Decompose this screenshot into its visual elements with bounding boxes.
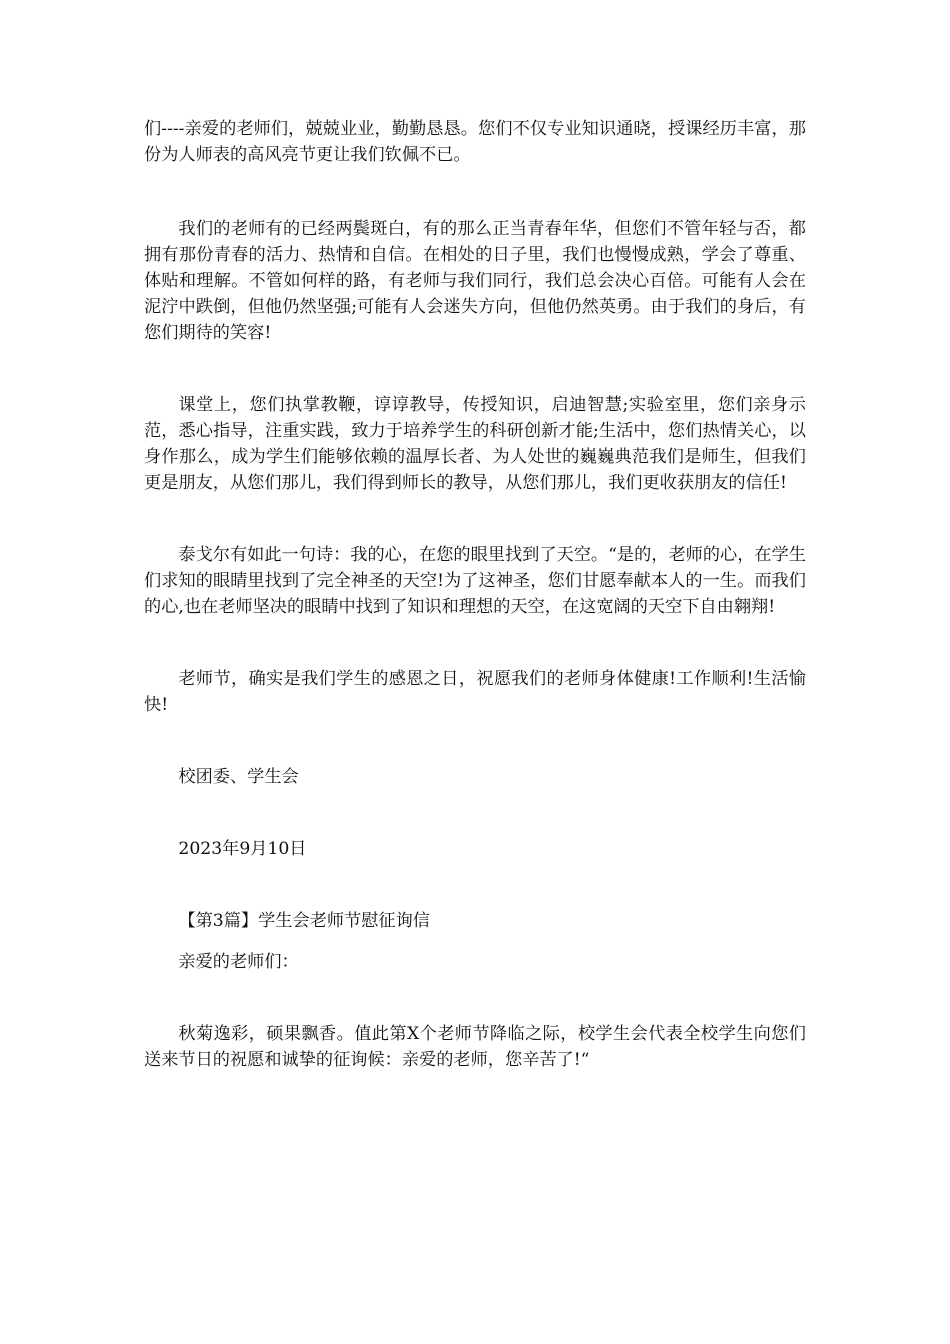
document-page [144,116,806,1073]
signature-date: 2023年9月10日 [178,839,307,859]
salutation: 亲爱的老师们： [178,952,299,972]
paragraph-5: 老师节，确实是我们学生的感恩之日，祝愿我们的老师身体健康!工作顺利!生活愉快! [144,669,806,715]
section-heading: 【第3篇】学生会老师节慰征询信 [178,911,430,931]
paragraph-1: 们----亲爱的老师们，兢兢业业，勤勤恳恳。您们不仅专业知识通晓，授课经历丰富，那份为人师表的高风亮节更让我们钦佩不已。 [144,119,806,165]
paragraph-3: 课堂上，您们执掌教鞭，谆谆教导，传授知识，启迪智慧;实验室里，您们亲身示范，悉心指导，注重实践，致力于培养学生的科研创新才能;生活中，您们热情关心，以身作那么，成为学生们能够依赖的温厚长者、为人处世的巍巍典范我们是师生，但我们更是朋友，从您们那儿，我们得到师长的教导，从您们那儿，我们更收获朋友的信任! [144,395,806,493]
signature-org: 校团委、学生会 [178,767,299,787]
paragraph-2: 我们的老师有的已经两鬓斑白，有的那么正当青春年华，但您们不管年轻与否，都拥有那份青春的活力、热情和自信。在相处的日子里，我们也慢慢成熟，学会了尊重、体贴和理解。不管如何样的路，有老师与我们同行，我们总会决心百倍。可能有人会在泥泞中跌倒，但他仍然坚强;可能有人会迷失方向，但他仍然英勇。由于我们的身后，有您们期待的笑容! [144,219,806,343]
paragraph-6: 秋菊逸彩，硕果飘香。值此第X个老师节降临之际，校学生会代表全校学生向您们送来节日的祝愿和诚挚的征询候：亲爱的老师，您辛苦了!“ [144,1024,806,1070]
paragraph-4: 泰戈尔有如此一句诗：我的心，在您的眼里找到了天空。“是的，老师的心，在学生们求知的眼睛里找到了完全神圣的天空!为了这神圣，您们甘愿奉献本人的一生。而我们的心,也在老师坚决的眼睛中找到了知识和理想的天空，在这宽阔的天空下自由翱翔! [144,545,806,617]
